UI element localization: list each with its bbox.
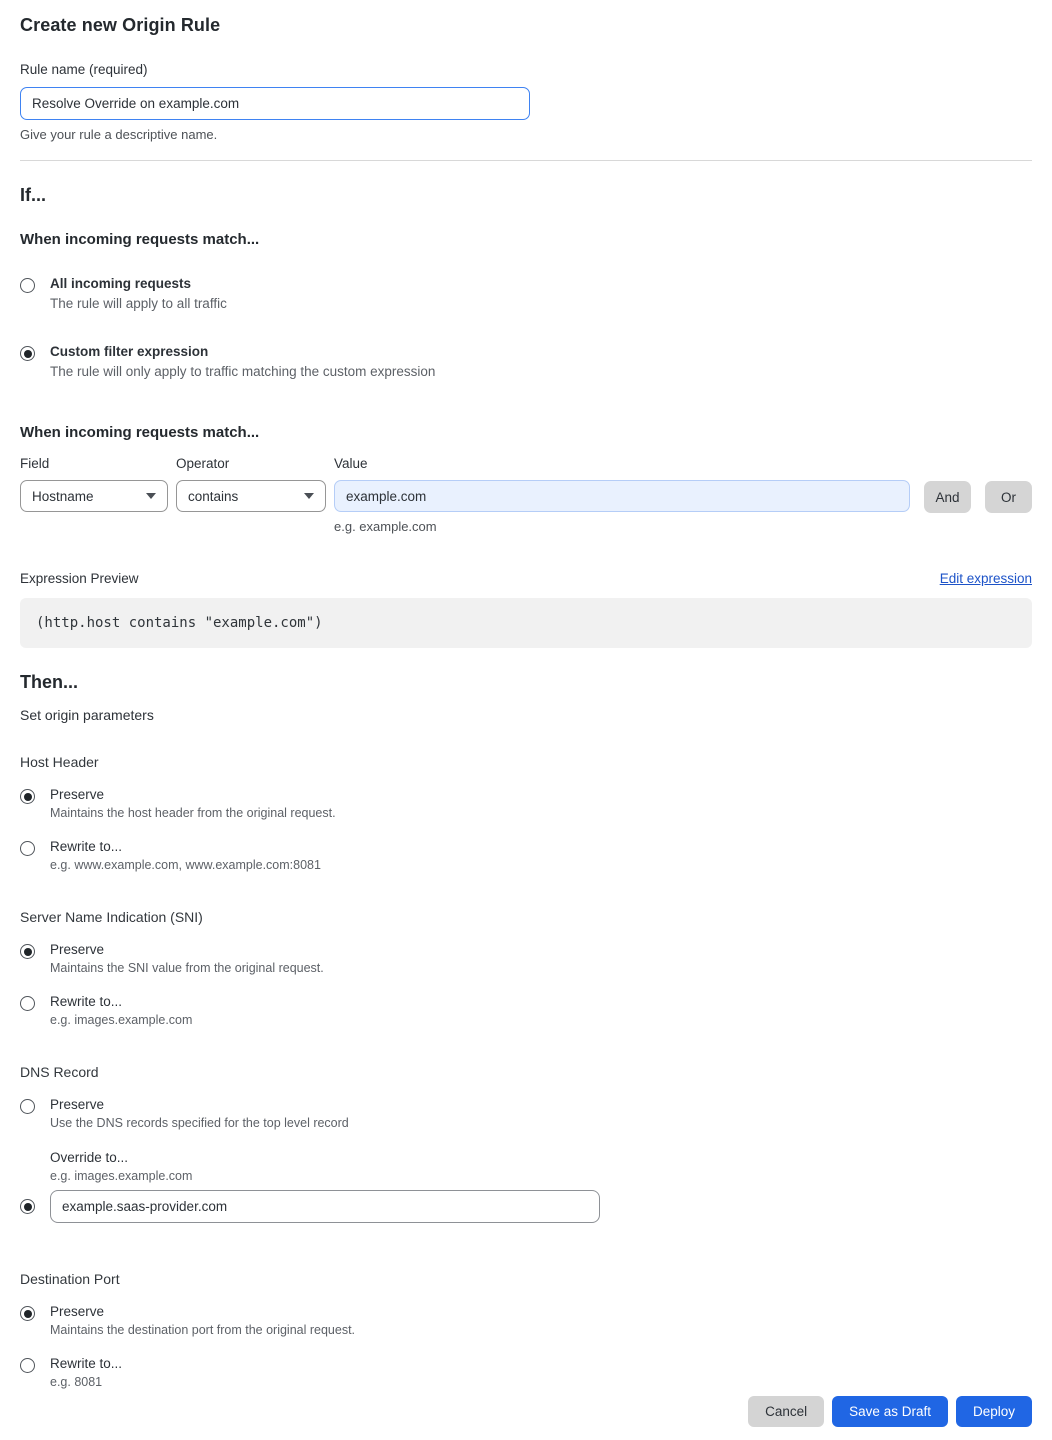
option-texts [50, 276, 227, 311]
override-row [20, 1190, 1032, 1223]
rule-name-input[interactable] [20, 87, 530, 120]
radio-dns-override[interactable] [20, 1199, 35, 1214]
option-label: Preserve [50, 942, 105, 957]
page-title: Create new Origin Rule [20, 15, 221, 35]
radio-dns-preserve[interactable] [20, 1099, 35, 1114]
option-description: e.g. images.example.com [50, 1013, 193, 1027]
option-label: Preserve [50, 787, 105, 802]
dns-override-input[interactable] [50, 1190, 600, 1223]
option-all-incoming-requests [20, 276, 1032, 311]
sni-label: Server Name Indication (SNI) [20, 909, 203, 925]
host-header-group [20, 754, 1032, 872]
option-sni-preserve [20, 942, 1032, 975]
expression-builder-heading: When incoming requests match... [20, 424, 260, 441]
rule-name-help: Give your rule a descriptive name. [20, 127, 218, 142]
option-custom-filter-expression [20, 344, 1032, 379]
option-texts [50, 1304, 355, 1337]
option-description: Use the DNS records specified for the top level record [50, 1116, 349, 1130]
host-header-options [20, 787, 1032, 872]
or-button[interactable]: Or [985, 481, 1032, 513]
sni-group [20, 909, 1032, 1027]
dns-record-label: DNS Record [20, 1064, 99, 1080]
radio-port-rewrite[interactable] [20, 1358, 35, 1373]
radio-host-header-preserve[interactable] [20, 789, 35, 804]
option-texts [50, 1356, 122, 1389]
dns-record-options [20, 1097, 1032, 1223]
cancel-button[interactable]: Cancel [748, 1396, 824, 1427]
override-label: Override to... [50, 1150, 129, 1165]
expression-preview-code: (http.host contains "example.com") [20, 598, 1032, 648]
option-texts [50, 994, 192, 1027]
option-port-rewrite [20, 1356, 1032, 1389]
dns-override-block [20, 1150, 1032, 1223]
then-section-heading: Then... [20, 672, 78, 692]
option-label: Preserve [50, 1097, 105, 1112]
expression-preview-label: Expression Preview [20, 571, 139, 586]
value-help: e.g. example.com [334, 519, 437, 534]
option-host-header-preserve [20, 787, 1032, 820]
operator-select-value: contains [188, 488, 239, 504]
radio-all-incoming-requests[interactable] [20, 278, 35, 293]
option-label: Rewrite to... [50, 1356, 123, 1371]
operator-select[interactable] [176, 480, 326, 512]
if-section-heading: If... [20, 185, 46, 205]
option-description: e.g. www.example.com, www.example.com:8081 [50, 858, 321, 872]
option-description: The rule will only apply to traffic matching the custom expression [50, 364, 436, 379]
deploy-button[interactable]: Deploy [956, 1396, 1032, 1427]
then-subtitle: Set origin parameters [20, 707, 154, 723]
expression-preview-header [20, 571, 1032, 586]
radio-sni-preserve[interactable] [20, 944, 35, 959]
footer-actions [20, 1396, 1032, 1427]
field-select-value: Hostname [32, 488, 94, 504]
save-as-draft-button[interactable]: Save as Draft [832, 1396, 948, 1427]
option-description: Maintains the host header from the original request. [50, 806, 336, 820]
chevron-down-icon [146, 493, 156, 499]
destination-port-label: Destination Port [20, 1271, 120, 1287]
rule-name-label: Rule name (required) [20, 62, 148, 77]
option-texts [50, 839, 321, 872]
option-label: Custom filter expression [50, 344, 209, 359]
option-sni-rewrite [20, 994, 1032, 1027]
option-label: Preserve [50, 1304, 105, 1319]
destination-port-options [20, 1304, 1032, 1389]
match-type-radio-group [20, 276, 1032, 379]
incoming-match-heading: When incoming requests match... [20, 231, 260, 248]
option-texts [50, 344, 435, 379]
and-button[interactable]: And [924, 481, 971, 513]
radio-sni-rewrite[interactable] [20, 996, 35, 1011]
value-column [334, 456, 910, 534]
radio-host-header-rewrite[interactable] [20, 841, 35, 856]
option-description: The rule will apply to all traffic [50, 296, 227, 311]
destination-port-group [20, 1271, 1032, 1389]
option-dns-preserve [20, 1097, 1032, 1130]
radio-custom-filter-expression[interactable] [20, 346, 35, 361]
value-label: Value [334, 456, 368, 471]
override-help: e.g. images.example.com [50, 1169, 193, 1183]
host-header-label: Host Header [20, 754, 99, 770]
expression-builder-row [20, 456, 1032, 534]
value-input[interactable] [334, 480, 910, 512]
edit-expression-link[interactable]: Edit expression [939, 571, 1032, 586]
override-texts [50, 1150, 1032, 1183]
option-description: e.g. 8081 [50, 1375, 103, 1389]
dns-record-group [20, 1064, 1032, 1223]
option-label: Rewrite to... [50, 839, 123, 854]
sni-options [20, 942, 1032, 1027]
option-label: All incoming requests [50, 276, 192, 291]
divider [20, 160, 1032, 161]
field-column [20, 456, 168, 512]
option-label: Rewrite to... [50, 994, 123, 1009]
option-texts [50, 1097, 349, 1130]
option-texts [50, 942, 324, 975]
option-texts [50, 787, 336, 820]
option-description: Maintains the SNI value from the original request. [50, 961, 324, 975]
radio-port-preserve[interactable] [20, 1306, 35, 1321]
operator-label: Operator [176, 456, 230, 471]
rule-name-field-group [20, 61, 1032, 142]
field-select[interactable] [20, 480, 168, 512]
field-label: Field [20, 456, 50, 471]
chevron-down-icon [304, 493, 314, 499]
option-port-preserve [20, 1304, 1032, 1337]
operator-column [176, 456, 326, 512]
option-host-header-rewrite [20, 839, 1032, 872]
option-description: Maintains the destination port from the original request. [50, 1323, 356, 1337]
